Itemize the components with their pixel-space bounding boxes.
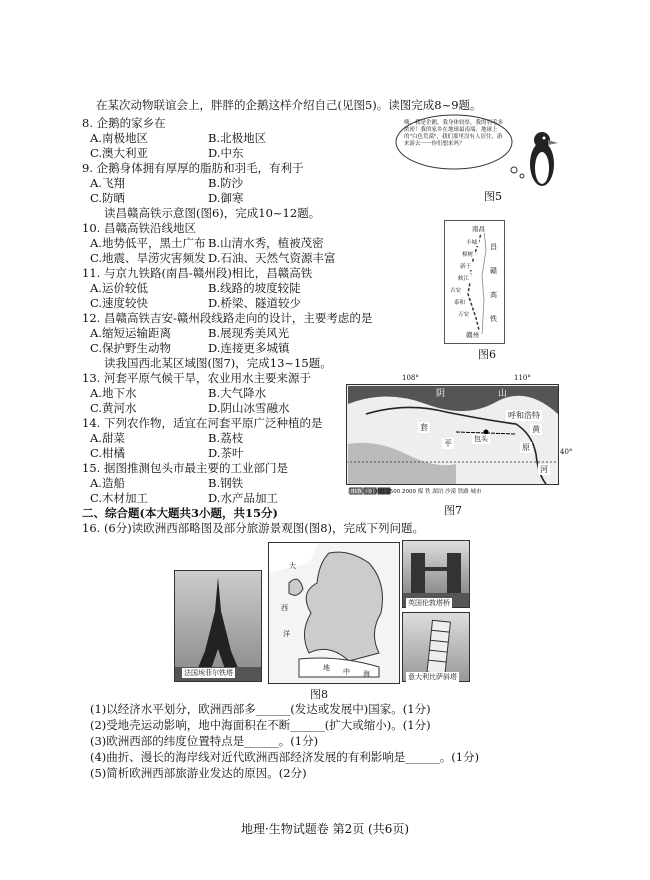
fig7-lat-40: 40° — [560, 448, 573, 456]
map-label-di: 地 — [323, 664, 330, 672]
q11-option-d: D.桥梁、隧道较少 — [208, 296, 301, 310]
q8-option-b: B.北极地区 — [208, 131, 267, 145]
intro-fig5: 在某次动物联谊会上，胖胖的企鹅这样介绍自己(见图5)。读图完成8~9题。 — [96, 98, 482, 112]
photo-eiffel-tower — [174, 570, 262, 682]
q12-option-b: B.展现秀美风光 — [208, 326, 290, 340]
q10-option-d: D.石油、天然气资源丰富 — [208, 251, 336, 265]
q14-option-c: C.柑橘 — [90, 446, 126, 460]
map-label-zhong: 中 — [343, 668, 350, 676]
fig7-label-tao: 套 — [420, 423, 428, 432]
photo-tower-bridge-label: 英国伦敦塔桥 — [408, 599, 450, 607]
q13-option-a: A.地下水 — [90, 386, 137, 400]
q9-option-d: D.御寒 — [208, 191, 244, 205]
q10-option-a: A.地势低平，黑土广布 — [90, 236, 206, 250]
q15-option-a: A.造船 — [90, 476, 125, 490]
q16-part-4: (4)曲折、漫长的海岸线对近代欧洲西部经济发展的有利影响是______。(1分) — [90, 750, 480, 764]
q14-stem: 14. 下列农作物，适宜在河套平原广泛种植的是 — [82, 416, 323, 430]
fig7-label-ping: 平 — [444, 439, 452, 448]
figure-8-caption: 图8 — [310, 688, 328, 701]
fig7-label-yuan: 原 — [522, 443, 530, 452]
q13-option-b: B.大气降水 — [208, 386, 267, 400]
q10-stem: 10. 昌赣高铁沿线地区 — [82, 221, 196, 235]
q9-option-a: A.飞翔 — [90, 176, 125, 190]
line-label-gao: 高 — [490, 291, 497, 299]
figure-6-caption: 图6 — [478, 348, 496, 361]
q16-part-5: (5)简析欧洲西部旅游业发达的原因。(2分) — [90, 766, 307, 780]
station-xiajiang: 峡江 — [458, 276, 470, 282]
q8-option-c: C.澳大利亚 — [90, 146, 149, 160]
q14-option-d: D.茶叶 — [208, 446, 244, 460]
q8-option-d: D.中东 — [208, 146, 244, 160]
line-label-gan: 赣 — [490, 267, 497, 275]
figure-7-caption: 图7 — [444, 504, 462, 517]
fig7-label-shan: 山 — [498, 389, 508, 399]
map-label-xi: 西 — [281, 604, 288, 612]
station-nanchang: 南昌 — [472, 225, 485, 233]
q13-option-d: D.阴山冰雪融水 — [208, 401, 290, 415]
intro-fig6: 读昌赣高铁示意图(图6)，完成10~12题。 — [104, 206, 321, 220]
q12-stem: 12. 昌赣高铁吉安-赣州段线路走向的设计，主要考虑的是 — [82, 311, 373, 325]
figure-7-map — [346, 384, 572, 504]
photo-eiffel-label: 法国埃菲尔铁塔 — [184, 669, 233, 677]
section-2-heading: 二、综合题(本大题共3小题，共15分) — [82, 506, 278, 520]
q16-part-1: (1)以经济水平划分，欧洲西部多______(发达或发展中)国家。(1分) — [90, 702, 431, 716]
station-zhangshu: 樟树 — [462, 252, 474, 258]
q12-option-c: C.保护野生动物 — [90, 341, 172, 355]
map-label-da: 大 — [289, 562, 296, 570]
map-label-hai: 海 — [363, 670, 370, 678]
photo-leaning-tower-label: 意大利比萨斜塔 — [408, 673, 457, 681]
line-label-chang: 昌 — [490, 243, 497, 251]
fig7-label-baotou: 包头 — [474, 435, 488, 443]
q12-option-a: A.缩短运输距离 — [90, 326, 171, 340]
fig7-label-huang: 黄 — [532, 425, 540, 434]
station-fengcheng: 丰城 — [466, 240, 478, 246]
fig7-label-hohhot: 呼和浩特 — [508, 411, 540, 420]
q12-option-d: D.连接更多城镇 — [208, 341, 290, 355]
fig7-lon-108: 108° — [402, 374, 419, 382]
figure-5-caption: 图5 — [484, 190, 502, 203]
figure-5-speech: 嗨，我是企鹅，我身体较厚，我的羽毛多浓密！我的家乡在地球最南端，地球上的"白色荒漠"，我们那里没有人居住，游来游去一一你们想来吗？ — [404, 120, 504, 147]
q9-option-b: B.防沙 — [208, 176, 244, 190]
q14-option-a: A.甜菜 — [90, 431, 125, 445]
q13-option-c: C.黄河水 — [90, 401, 137, 415]
q11-stem: 11. 与京九铁路(南昌-赣州段)相比，昌赣高铁 — [82, 266, 313, 280]
q8-stem: 8. 企鹅的家乡在 — [82, 116, 166, 130]
fig7-label-he: 河 — [540, 465, 548, 474]
station-jian: 吉安 — [450, 288, 462, 294]
q11-option-c: C.速度较快 — [90, 296, 149, 310]
q10-option-b: B.山清水秀，植被茂密 — [208, 236, 324, 250]
q9-stem: 9. 企鹅身体拥有厚厚的脂肪和羽毛，有利于 — [82, 161, 304, 175]
q13-stem: 13. 河套平原气候干旱，农业用水主要来源于 — [82, 371, 311, 385]
intro-fig7: 读我国西北某区域图(图7)，完成13~15题。 — [104, 356, 332, 370]
q14-option-b: B.荔枝 — [208, 431, 244, 445]
q16-intro: 16. (6分)读欧洲西部略图及部分旅游景观图(图8)，完成下列问题。 — [82, 521, 425, 535]
station-ganzhou: 赣州 — [466, 331, 479, 339]
q15-option-b: B.钢铁 — [208, 476, 244, 490]
station-xingan: 新干 — [460, 264, 472, 270]
q16-part-3: (3)欧洲西部的纬度位置特点是______。(1分) — [90, 734, 319, 748]
fig7-lon-110: 110° — [514, 374, 531, 382]
q11-option-a: A.运价较低 — [90, 281, 148, 295]
q16-part-2: (2)受地壳运动影响，地中海面积在不断______(扩大或缩小)。(1分) — [90, 718, 431, 732]
q10-option-c: C.地震、旱涝灾害频发 — [90, 251, 206, 265]
line-label-tie: 铁 — [490, 315, 497, 323]
q15-stem: 15. 据图推测包头市最主要的工业部门是 — [82, 461, 288, 475]
q15-option-d: D.水产品加工 — [208, 491, 278, 505]
figure-7-legend: 海拔(米) 1000 1500 2000 煤 铁 湖泊 沙漠 铁路 城市 — [348, 489, 482, 495]
europe-map — [268, 542, 400, 684]
fig7-label-yin: 阴 — [436, 389, 446, 399]
figure-5 — [392, 112, 564, 202]
q9-option-c: C.防晒 — [90, 191, 126, 205]
station-taihe: 泰和 — [454, 300, 466, 306]
figure-6 — [444, 220, 510, 360]
q8-option-a: A.南极地区 — [90, 131, 148, 145]
q15-option-c: C.木材加工 — [90, 491, 149, 505]
map-label-yang: 洋 — [283, 630, 290, 638]
figure-7 — [346, 376, 572, 516]
q11-option-b: B.线路的坡度较陡 — [208, 281, 301, 295]
page-footer: 地理·生物试题卷 第2页 (共6页) — [240, 822, 410, 836]
station-wanan: 万安 — [458, 312, 470, 318]
figure-8 — [170, 540, 470, 700]
